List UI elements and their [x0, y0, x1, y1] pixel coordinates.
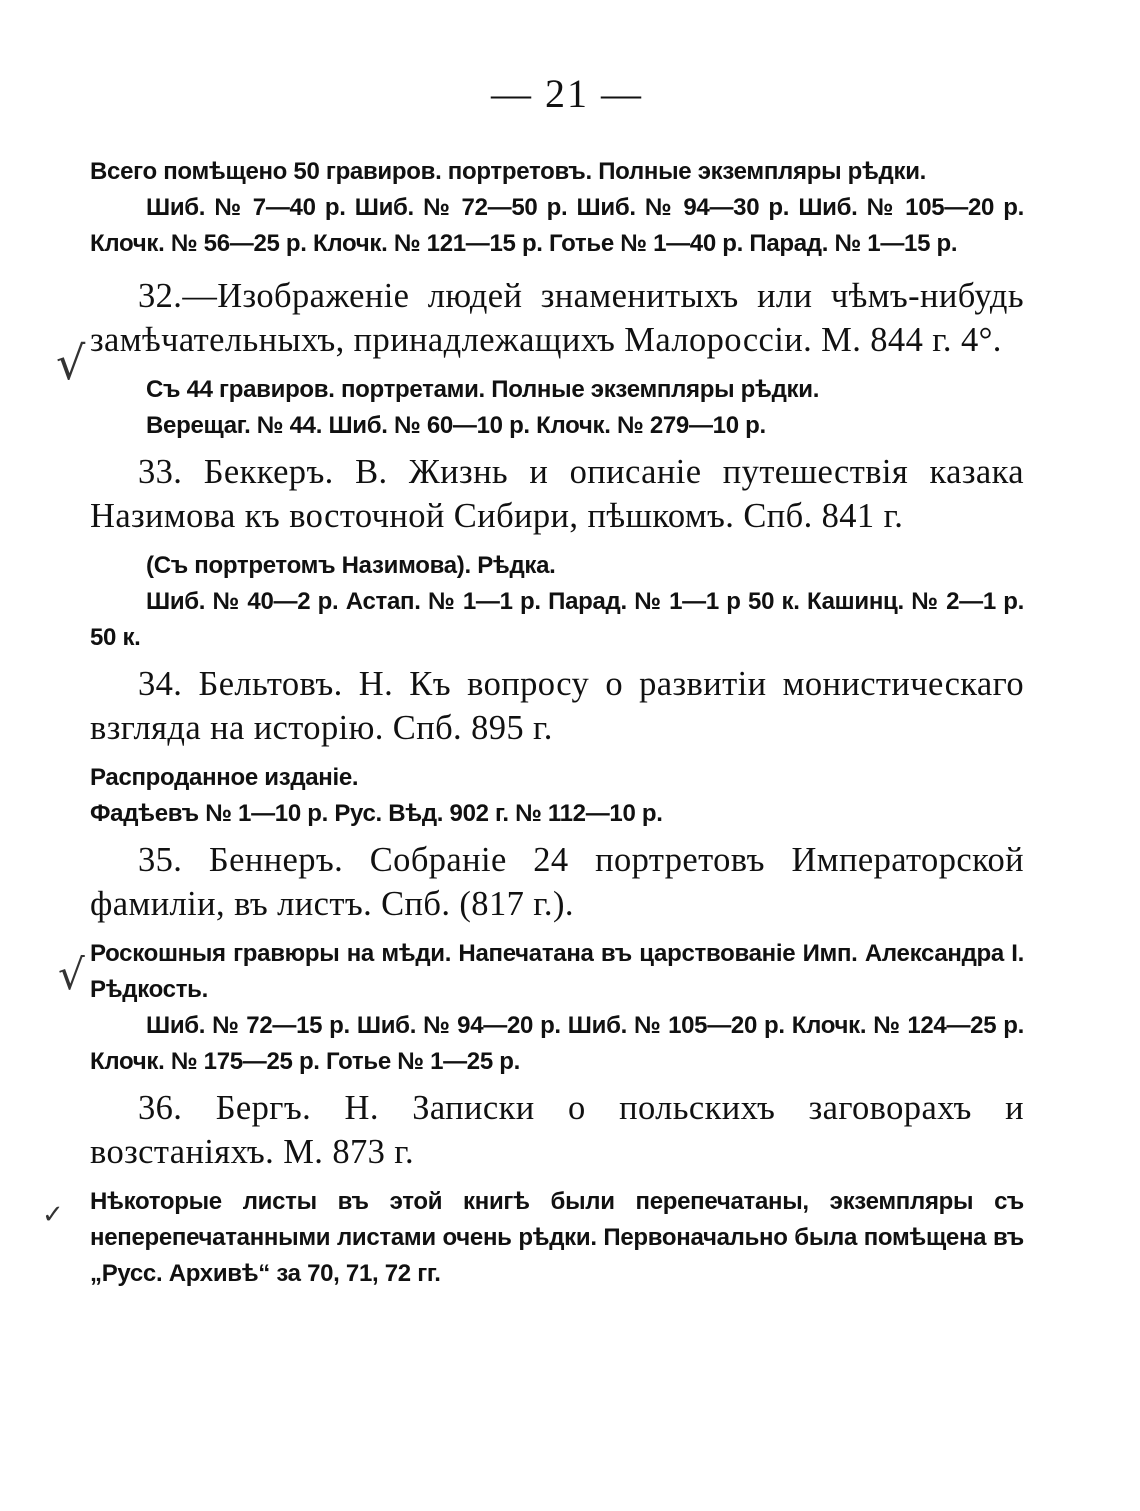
page-number: — 21 —	[491, 71, 643, 116]
price-references: Шиб. № 40—2 р. Астап. № 1—1 р. Парад. № 1—1 р 50 к. Кашинц. № 2—1 р. 50 к.	[90, 588, 1024, 651]
catalog-entry-35	[90, 838, 1024, 1080]
entry-note: Всего помѣщено 50 гравиров. портретовъ. Полные экземпляры рѣдки.	[90, 158, 927, 185]
price-references: Шиб. № 7—40 р. Шиб. № 72—50 р. Шиб. № 94—30 р. Шиб. № 105—20 р. Клочк. № 56—25 р. Клочк. № 121—15 р. Готье № 1—40 р. Парад. № 1—15 р.	[90, 194, 1024, 257]
entry-title: 36. Бергъ. Н. Записки о польскихъ заговорахъ и возстаніяхъ. М. 873 г.	[90, 1089, 1024, 1171]
continued-entry-notes	[90, 154, 1024, 262]
entry-title: 33. Беккеръ. В. Жизнь и описаніе путешествія казака Назимова къ восточной Сибири, пѣшкомъ. Спб. 841 г.	[90, 453, 1024, 535]
catalog-entry-32	[90, 274, 1024, 444]
entry-note: Нѣкоторые листы въ этой книгѣ были перепечатаны, экземпляры съ неперепечатанными листами очень рѣдки. Первоначально была помѣщена въ „Русс. Архивѣ“ за 70, 71, 72 гг.	[90, 1188, 1024, 1287]
margin-check-mark: ✓	[42, 1200, 64, 1230]
price-references: Фадѣевъ № 1—10 р. Рус. Вѣд. 902 г. № 112—10 р.	[90, 800, 663, 827]
entry-note: Распроданное изданіе.	[90, 764, 359, 791]
entry-note: (Съ портретомъ Назимова). Рѣдка.	[146, 552, 556, 579]
price-references: Шиб. № 72—15 р. Шиб. № 94—20 р. Шиб. № 105—20 р. Клочк. № 124—25 р. Клочк. № 175—25 р. Готье № 1—25 р.	[90, 1012, 1024, 1075]
catalog-entry-33	[90, 450, 1024, 656]
document-page	[90, 64, 1024, 1298]
entry-title: 32.—Изображеніе людей знаменитыхъ или чѣмъ-нибудь замѣчательныхъ, принадлежащихъ Малороссіи. М. 844 г. 4°.	[90, 277, 1024, 359]
entry-title: 35. Беннеръ. Собраніе 24 портретовъ Императорской фамиліи, въ листъ. Спб. (817 г.).	[90, 841, 1024, 923]
entry-title: 34. Бельтовъ. Н. Къ вопросу о развитіи монистическаго взгляда на исторію. Спб. 895 г.	[90, 665, 1024, 747]
price-references: Верещаг. № 44. Шиб. № 60—10 р. Клочк. № 279—10 р.	[146, 412, 766, 439]
catalog-entry-36	[90, 1086, 1024, 1292]
margin-check-mark: √	[56, 336, 86, 390]
entry-note: Съ 44 гравиров. портретами. Полные экземпляры рѣдки.	[146, 376, 820, 403]
entry-note: Роскошныя гравюры на мѣди. Напечатана въ царствованіе Имп. Александра I. Рѣдкость.	[90, 940, 1024, 1003]
margin-check-mark: √	[58, 950, 85, 999]
catalog-entry-34	[90, 662, 1024, 832]
